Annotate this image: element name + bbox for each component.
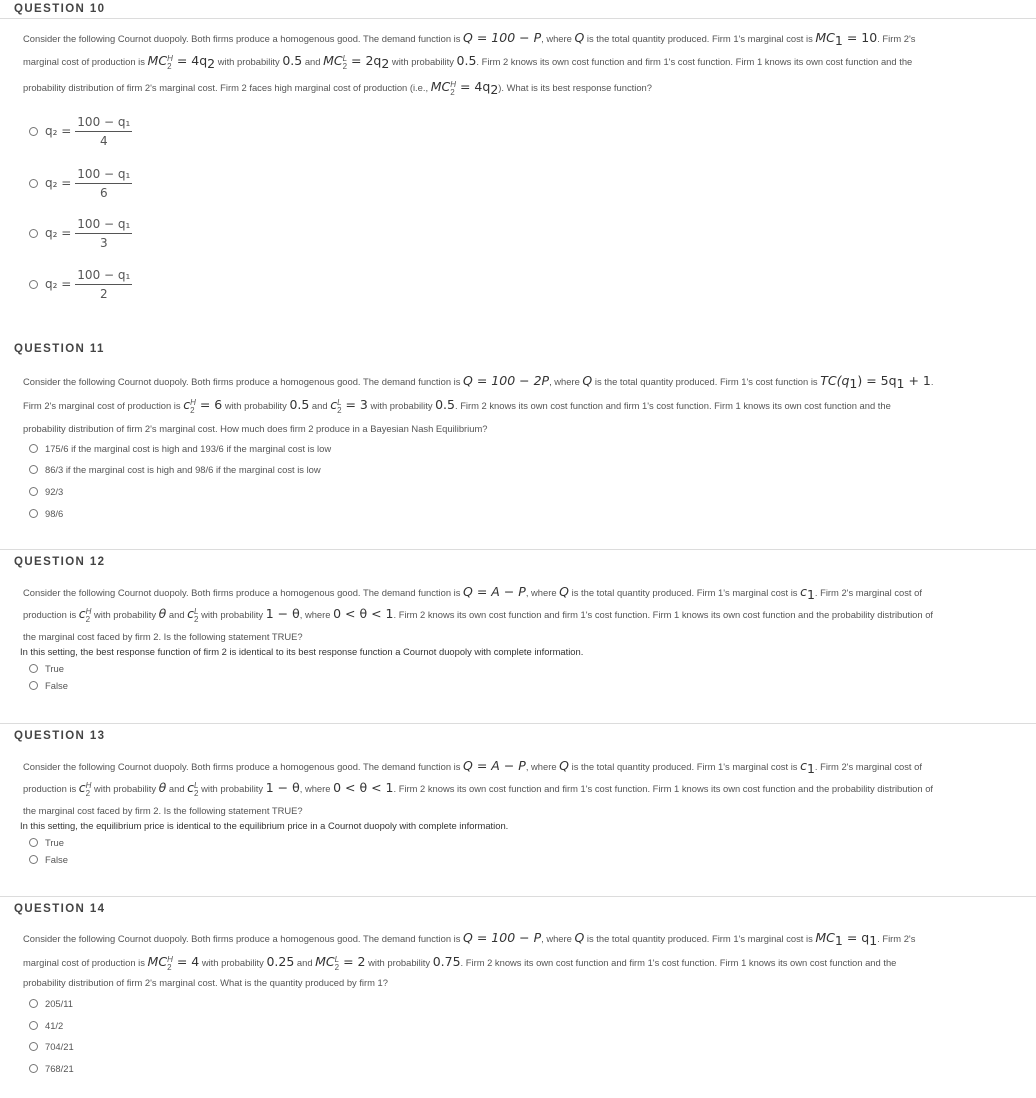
q13-text-line-3: the marginal cost faced by firm 2. Is the following statement TRUE? bbox=[23, 805, 303, 816]
radio-button[interactable] bbox=[29, 127, 38, 136]
question-12-heading: QUESTION 12 bbox=[14, 556, 106, 568]
q11-text-line-3: probability distribution of firm 2's marginal cost. How much does firm 2 produce in a Bayesian Nash Equilibrium? bbox=[23, 423, 488, 434]
question-13-heading: QUESTION 13 bbox=[14, 730, 106, 742]
radio-button[interactable] bbox=[29, 681, 38, 690]
q13-text-line-1: Consider the following Cournot duopoly. Both firms produce a homogenous good. The demand function is Q = A − P, where Q is the total quantity produced. Firm 1's marginal cost is $c_1$. Firm 2's marginal cost of bbox=[23, 758, 922, 776]
q10-text-line-2: marginal cost of production is MC H 2 = $4q_2$ with probability 0.5 and MC L 2 = $2q_2$ with probability 0.5. Firm 2 knows its own cost function and firm 1's cost function. Firm 1 knows its own cost function and the bbox=[23, 53, 913, 71]
q11-option-1[interactable]: 175/6 if the marginal cost is high and 193/6 if the marginal cost is low bbox=[29, 441, 331, 455]
radio-button[interactable] bbox=[29, 1042, 38, 1051]
q12-option-false[interactable]: False bbox=[29, 678, 68, 692]
question-14-heading: QUESTION 14 bbox=[14, 903, 106, 915]
radio-button[interactable] bbox=[29, 1064, 38, 1073]
q14-text-line-3: probability distribution of firm 2's marginal cost. What is the quantity produced by firm 1? bbox=[23, 977, 388, 988]
radio-button[interactable] bbox=[29, 487, 38, 496]
radio-button[interactable] bbox=[29, 838, 38, 847]
q10-option-3[interactable]: q₂ = $\frac{\text{100 − q₁}}{3}$ bbox=[29, 211, 132, 255]
q13-text-line-2: production is c H 2 with probability θ and c L 2 with probability 1 − θ, where 0 < θ < 1. Firm 2 knows its own cost function and firm 1's cost function. Firm 1 knows its own cost function and the probability distribution of bbox=[23, 780, 934, 798]
radio-button[interactable] bbox=[29, 179, 38, 188]
radio-button[interactable] bbox=[29, 280, 38, 289]
q10-option-1[interactable]: q₂ = $\frac{\text{100 − q₁}}{4}$ bbox=[29, 109, 132, 153]
radio-button[interactable] bbox=[29, 855, 38, 864]
q11-option-4[interactable]: 98/6 bbox=[29, 506, 63, 520]
q11-text-line-2: Firm 2's marginal cost of production is c H 2 = 6 with probability 0.5 and c L 2 = 3 with probability 0.5. Firm 2 knows its own cost function and firm 1's cost function. Firm 1 knows its own cost function and the bbox=[23, 397, 891, 415]
q14-option-4[interactable]: 768/21 bbox=[29, 1061, 74, 1075]
radio-button[interactable] bbox=[29, 509, 38, 518]
question-divider bbox=[0, 896, 1036, 897]
q12-text-line-2: production is c H 2 with probability θ and c L 2 with probability 1 − θ, where 0 < θ < 1. Firm 2 knows its own cost function and firm 1's cost function. Firm 1 knows its own cost function and the probability distribution of bbox=[23, 606, 934, 624]
radio-button[interactable] bbox=[29, 444, 38, 453]
q14-text-line-1: Consider the following Cournot duopoly. Both firms produce a homogenous good. The demand function is Q = 100 − P, where Q is the total quantity produced. Firm 1's marginal cost is $MC_1 = q_1$. Firm 2's bbox=[23, 930, 916, 948]
q12-statement: In this setting, the best response function of firm 2 is identical to its best response function a Cournot duopoly with complete information. bbox=[20, 646, 584, 657]
q12-option-true[interactable]: True bbox=[29, 661, 64, 675]
q11-option-2[interactable]: 86/3 if the marginal cost is high and 98/6 if the marginal cost is low bbox=[29, 462, 321, 476]
q11-option-3[interactable]: 92/3 bbox=[29, 484, 63, 498]
q14-option-3[interactable]: 704/21 bbox=[29, 1039, 74, 1053]
q10-text-line-1: Consider the following Cournot duopoly. Both firms produce a homogenous good. The demand function is Q = 100 − P, where Q is the total quantity produced. Firm 1's marginal cost is $MC_1 = 10$. Firm 2's bbox=[23, 30, 916, 48]
q11-text-line-1: Consider the following Cournot duopoly. Both firms produce a homogenous good. The demand function is Q = 100 − 2P, where Q is the total quantity produced. Firm 1's cost function is $TC(q_1) = 5q_1 + 1$. bbox=[23, 373, 934, 391]
q13-option-true[interactable]: True bbox=[29, 835, 64, 849]
question-divider bbox=[0, 18, 1036, 19]
q10-text-line-3: probability distribution of firm 2's marginal cost. Firm 2 faces high marginal cost of production (i.e., MC H 2 = $4q_2$). What is its best response function? bbox=[23, 79, 652, 97]
q14-text-line-2: marginal cost of production is MC H 2 = 4 with probability 0.25 and MC L 2 = 2 with probability 0.75. Firm 2 knows its own cost function and firm 1's cost function. Firm 1 knows its own cost function and the bbox=[23, 954, 897, 972]
q12-text-line-3: the marginal cost faced by firm 2. Is the following statement TRUE? bbox=[23, 631, 303, 642]
q13-option-false[interactable]: False bbox=[29, 852, 68, 866]
q13-statement: In this setting, the equilibrium price is identical to the equilibrium price in a Cournot duopoly with complete information. bbox=[20, 820, 509, 831]
radio-button[interactable] bbox=[29, 999, 38, 1008]
radio-button[interactable] bbox=[29, 1021, 38, 1030]
radio-button[interactable] bbox=[29, 664, 38, 673]
q10-option-4[interactable]: q₂ = $\frac{\text{100 − q₁}}{2}$ bbox=[29, 262, 132, 306]
radio-button[interactable] bbox=[29, 229, 38, 238]
q14-option-1[interactable]: 205/11 bbox=[29, 996, 73, 1010]
question-10-heading: QUESTION 10 bbox=[14, 3, 106, 15]
radio-button[interactable] bbox=[29, 465, 38, 474]
question-divider bbox=[0, 549, 1036, 550]
q14-option-2[interactable]: 41/2 bbox=[29, 1018, 63, 1032]
q10-option-2[interactable]: q₂ = $\frac{\text{100 − q₁}}{6}$ bbox=[29, 161, 132, 205]
q12-text-line-1: Consider the following Cournot duopoly. Both firms produce a homogenous good. The demand function is Q = A − P, where Q is the total quantity produced. Firm 1's marginal cost is $c_1$. Firm 2's marginal cost of bbox=[23, 584, 922, 602]
question-divider bbox=[0, 723, 1036, 724]
question-11-heading: QUESTION 11 bbox=[14, 343, 105, 355]
